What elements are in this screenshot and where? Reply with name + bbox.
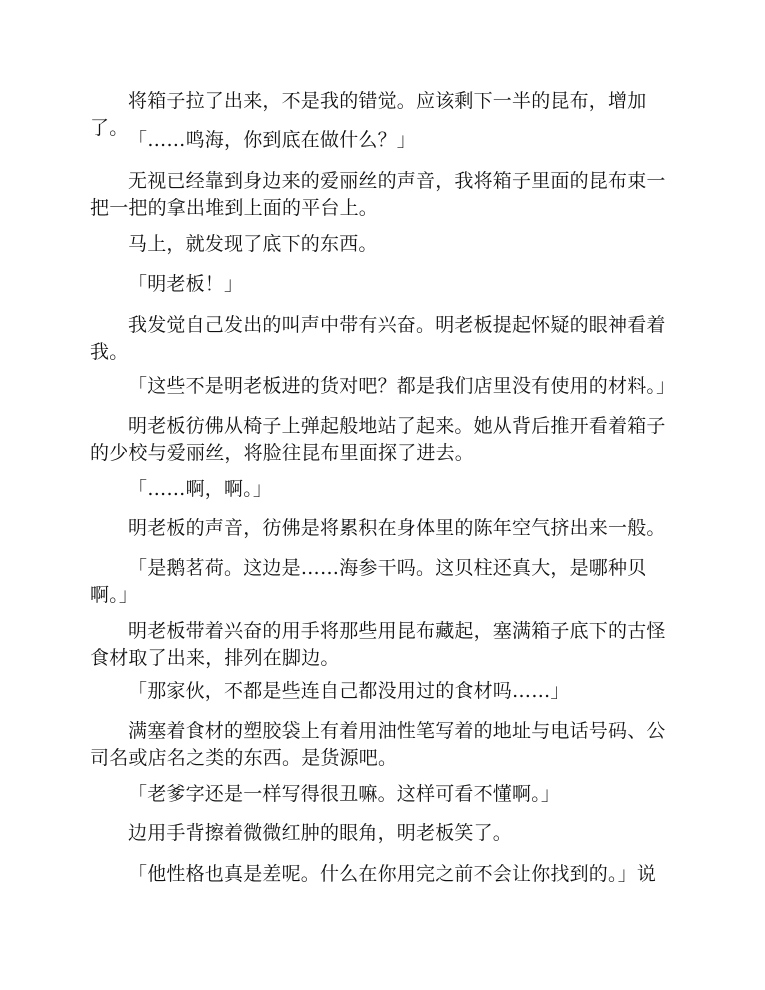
paragraph-17: 「他性格也真是差呢。什么在你用完之前不会让你找到的。」说 xyxy=(128,863,657,885)
paragraph-12: 明老板带着兴奋的用手将那些用昆布藏起，塞满箱子底下的古怪食材取了出来，排列在脚边。 xyxy=(90,620,666,669)
paragraph-1: 将箱子拉了出来，不是我的错觉。应该剩下一半的昆布，增加了。 xyxy=(90,90,647,139)
paragraph-16: 边用手背擦着微微红肿的眼角，明老板笑了。 xyxy=(128,822,513,844)
paragraph-4: 马上，就发现了底下的东西。 xyxy=(128,233,378,255)
paragraph-2: 「……鸣海，你到底在做什么？」 xyxy=(128,129,417,151)
paragraph-15: 「老爹字还是一样写得很丑嘛。这样可看不懂啊。」 xyxy=(128,783,561,805)
paragraph-10: 明老板的声音，彷佛是将累积在身体里的陈年空气挤出来一般。 xyxy=(128,517,666,539)
paragraph-6: 我发觉自己发出的叫声中带有兴奋。明老板提起怀疑的眼神看着我。 xyxy=(90,314,666,363)
paragraph-13: 「那家伙，不都是些连自己都没用过的食材吗……」 xyxy=(128,680,570,702)
paragraph-11: 「是鹅茗荷。这边是……海参干吗。这贝柱还真大，是哪种贝啊。」 xyxy=(90,557,647,606)
paragraph-14: 满塞着食材的塑胶袋上有着用油性笔写着的地址与电话号码、公司名或店名之类的东西。是货源吧。 xyxy=(90,720,666,769)
paragraph-8: 明老板彷佛从椅子上弹起般地站了起来。她从背后推开看着箱子的少校与爱丽丝，将脸往昆布里面探了进去。 xyxy=(90,415,666,464)
paragraph-9: 「……啊，啊。」 xyxy=(128,478,273,500)
paragraph-3: 无视已经靠到身边来的爱丽丝的声音，我将箱子里面的昆布束一把一把的拿出堆到上面的平台上。 xyxy=(90,170,666,219)
paragraph-5: 「明老板！」 xyxy=(128,273,244,295)
paragraph-7: 「这些不是明老板进的货对吧？都是我们店里没有使用的材料。」 xyxy=(128,375,676,397)
